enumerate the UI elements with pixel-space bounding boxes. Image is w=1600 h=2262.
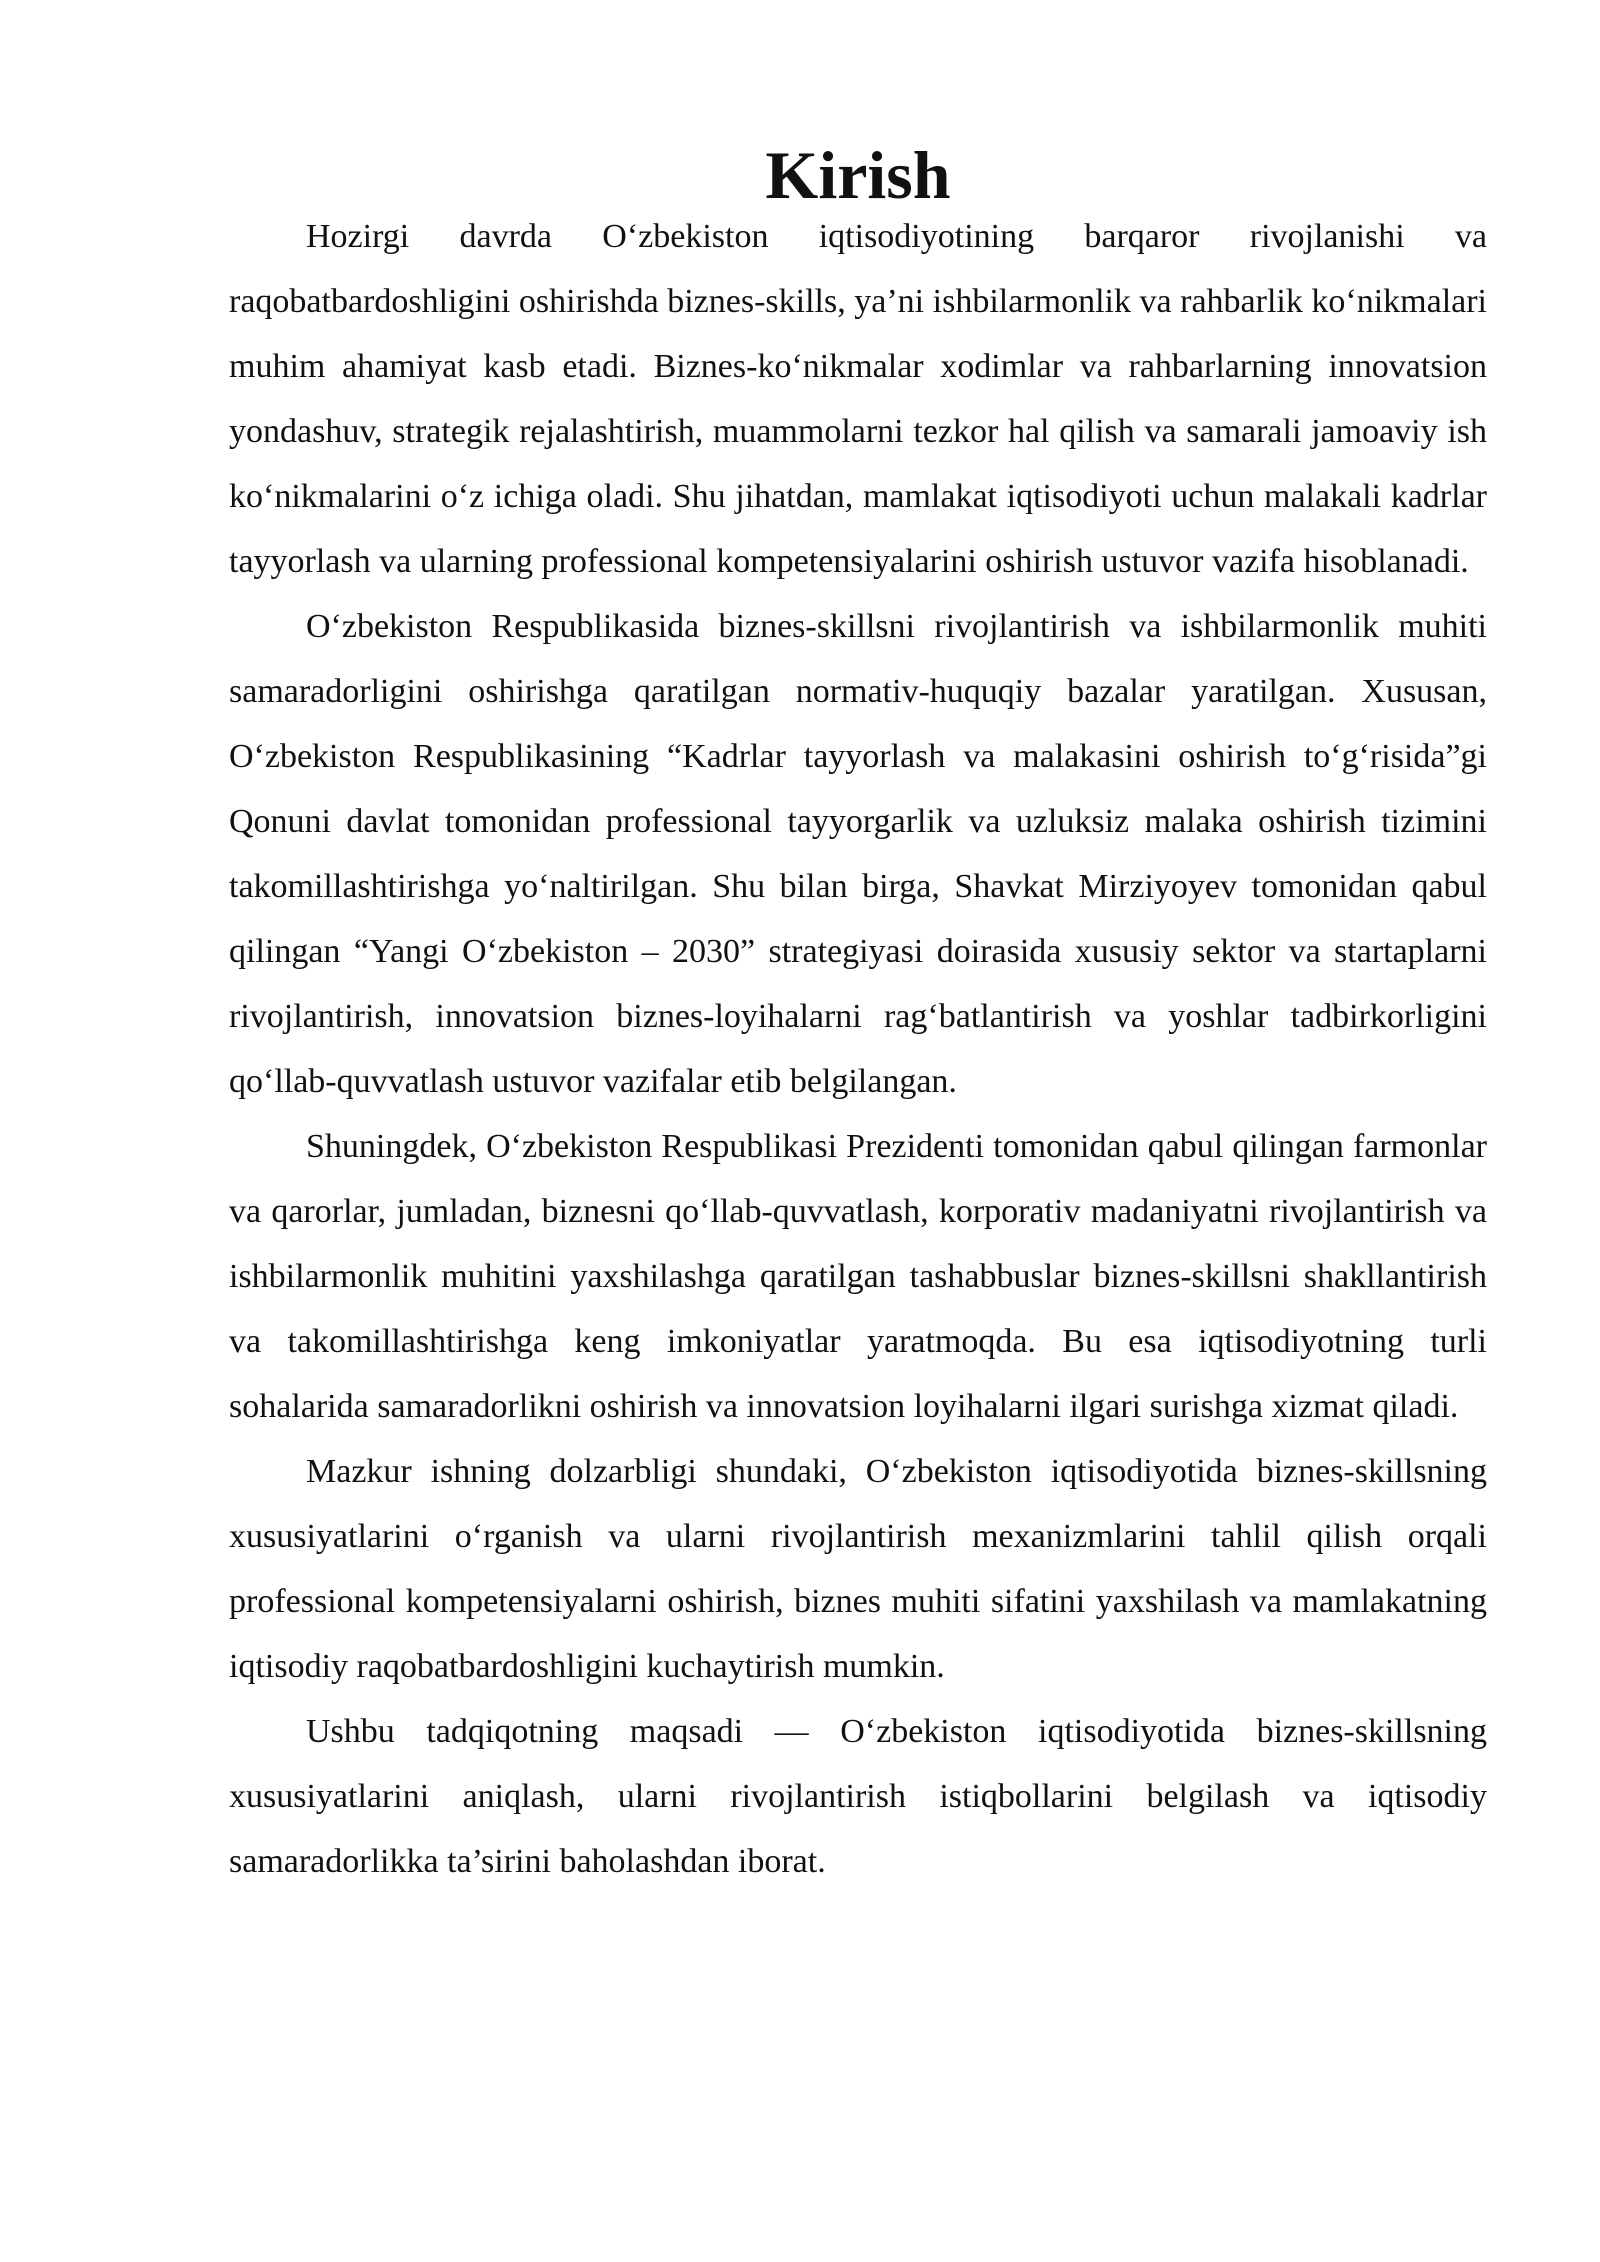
paragraph-legal-basis: O‘zbekiston Respublikasida biznes-skillsni rivojlantirish va ishbilarmonlik muhiti samaradorligini oshirishga qaratilgan normativ-huquqiy bazalar yaratilgan. Xususan, O‘zbekiston Respublikasining “Kadrlar tayyorlash va malakasini oshirish to‘g‘risida”gi Qonuni davlat tomonidan professional tayyorgarlik va uzluksiz malaka oshirish tizimini takomillashtirishga yo‘naltirilgan. Shu bilan birga, Shavkat Mirziyoyev tomonidan qabul qilingan “Yangi O‘zbekiston – 2030” strategiyasi doirasida xususiy sektor va startaplarni rivojlantirish, innovatsion biznes-loyihalarni rag‘batlantirish va yoshlar tadbirkorligini qo‘llab-quvvatlash ustuvor vazifalar etib belgilangan. <box>229 608 1487 1100</box>
paragraph-relevance: Mazkur ishning dolzarbligi shundaki, O‘zbekiston iqtisodiyotida biznes-skillsning xususiyatlarini o‘rganish va ularni rivojlantirish mexanizmlarini tahlil qilish orqali professional kompetensiyalarni oshirish, biznes muhiti sifatini yaxshilash va mamlakatning iqtisodiy raqobatbardoshligini kuchaytirish mumkin. <box>229 1453 1487 1685</box>
section-title: Kirish <box>765 137 951 213</box>
document-page <box>229 137 1487 1894</box>
paragraph-intro: Hozirgi davrda O‘zbekiston iqtisodiyotining barqaror rivojlanishi va raqobatbardoshligini oshirishda biznes-skills, ya’ni ishbilarmonlik va rahbarlik ko‘nikmalari muhim ahamiyat kasb etadi. Biznes-ko‘nikmalar xodimlar va rahbarlarning innovatsion yondashuv, strategik rejalashtirish, muammolarni tezkor hal qilish va samarali jamoaviy ish ko‘nikmalarini o‘z ichiga oladi. Shu jihatdan, mamlakat iqtisodiyoti uchun malakali kadrlar tayyorlash va ularning professional kompetensiyalarini oshirish ustuvor vazifa hisoblanadi. <box>229 218 1487 580</box>
paragraph-research-goal: Ushbu tadqiqotning maqsadi — O‘zbekiston iqtisodiyotida biznes-skillsning xususiyatlarini aniqlash, ularni rivojlantirish istiqbollarini belgilash va iqtisodiy samaradorlikka ta’sirini baholashdan iborat. <box>229 1713 1487 1880</box>
paragraph-presidential-decrees: Shuningdek, O‘zbekiston Respublikasi Prezidenti tomonidan qabul qilingan farmonlar va qarorlar, jumladan, biznesni qo‘llab-quvvatlash, korporativ madaniyatni rivojlantirish va ishbilarmonlik muhitini yaxshilashga qaratilgan tashabbuslar biznes-skillsni shakllantirish va takomillashtirishga keng imkoniyatlar yaratmoqda. Bu esa iqtisodiyotning turli sohalarida samaradorlikni oshirish va innovatsion loyihalarni ilgari surishga xizmat qiladi. <box>229 1128 1487 1425</box>
